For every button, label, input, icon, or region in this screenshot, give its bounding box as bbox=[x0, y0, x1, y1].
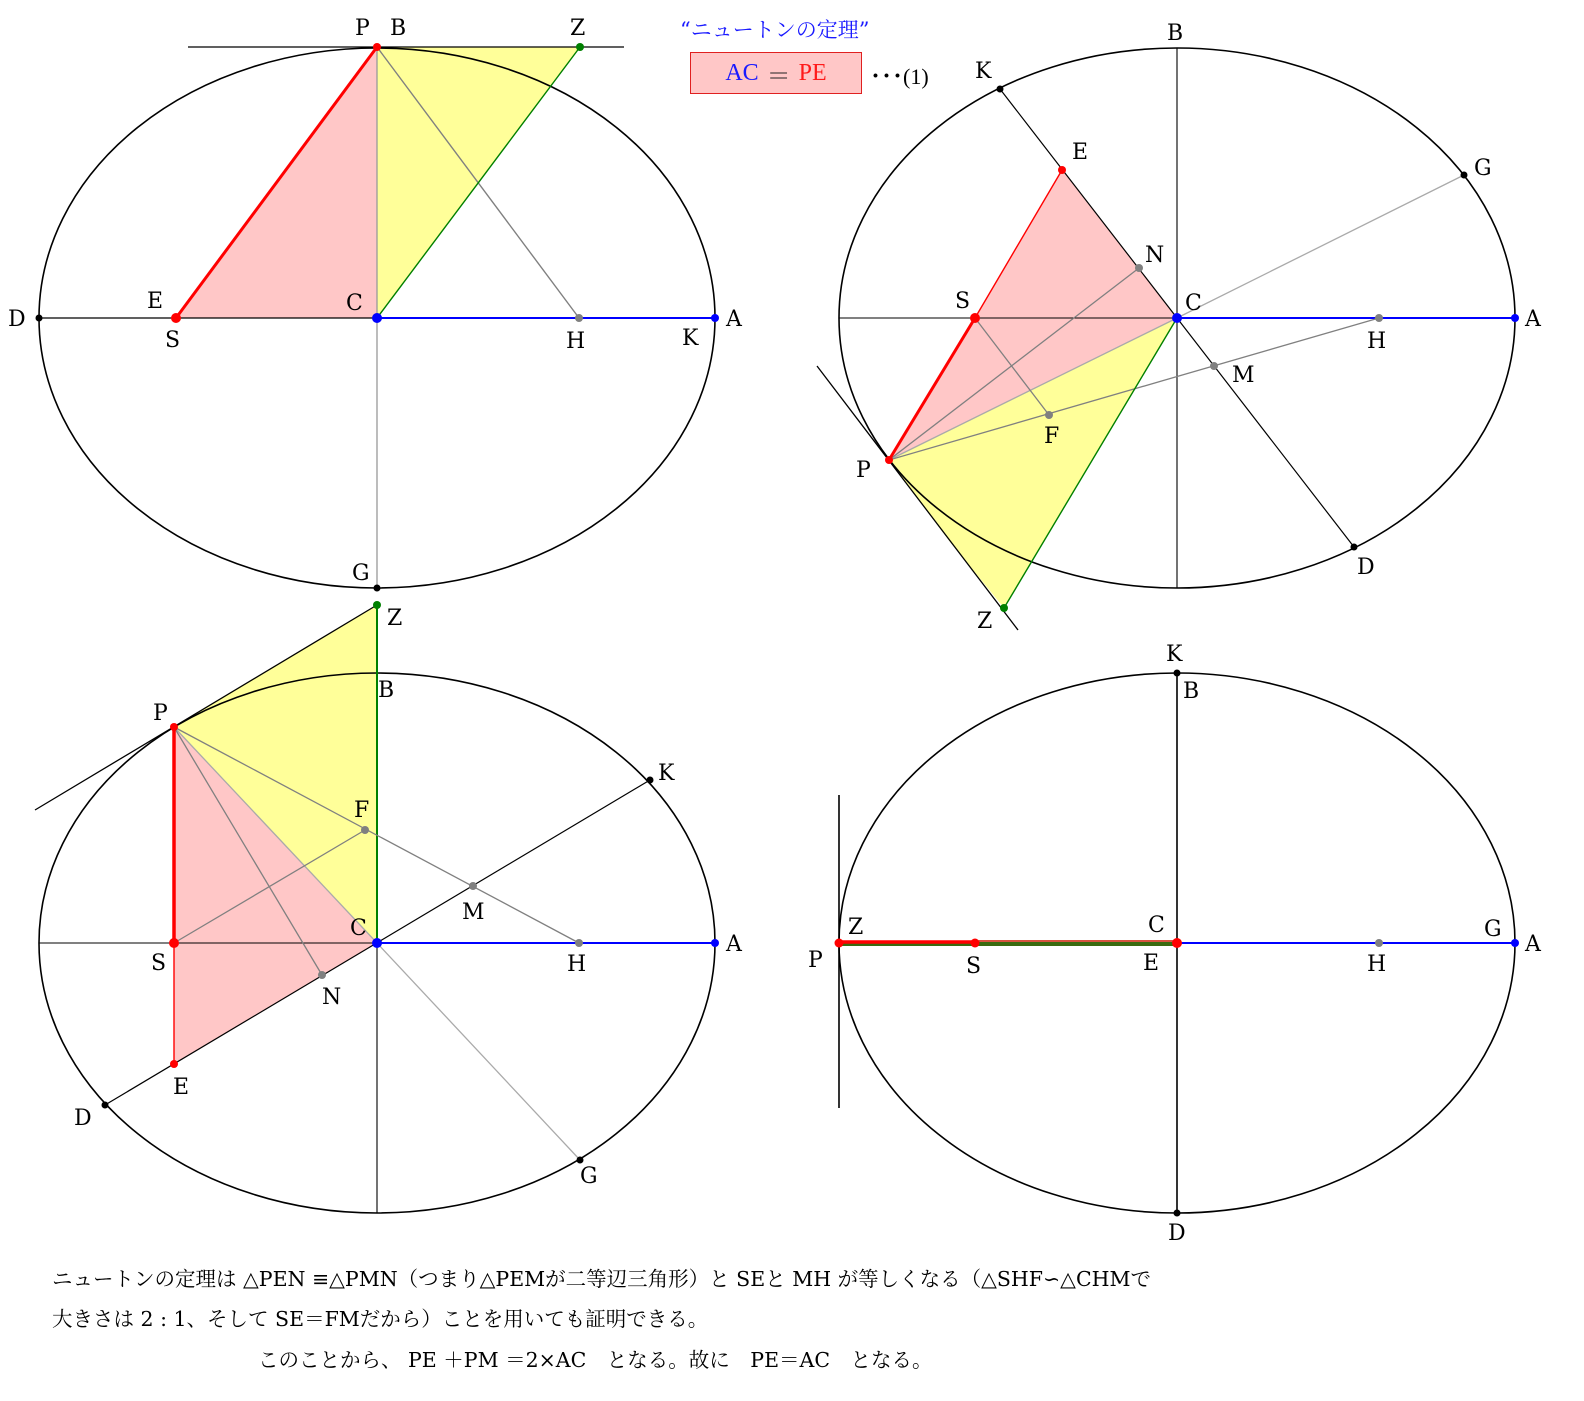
point-S bbox=[171, 313, 181, 323]
point-H bbox=[575, 314, 583, 322]
point-K bbox=[1174, 670, 1181, 677]
label-C: C bbox=[1185, 291, 1202, 316]
point-F bbox=[361, 826, 369, 834]
label-H: H bbox=[567, 952, 587, 977]
point-C bbox=[372, 313, 382, 323]
point-A bbox=[1511, 314, 1519, 322]
point-S bbox=[971, 939, 980, 948]
point-C bbox=[1172, 938, 1182, 948]
label-Z: Z bbox=[387, 606, 403, 631]
theorem-title: “ニュートンの定理” bbox=[680, 18, 870, 42]
point-D bbox=[1174, 1210, 1181, 1217]
point-G bbox=[374, 585, 381, 592]
label-E: E bbox=[1143, 951, 1160, 976]
point-H bbox=[1375, 314, 1383, 322]
label-K: K bbox=[658, 761, 675, 786]
panel-3 bbox=[35, 601, 743, 1213]
point-E bbox=[170, 1060, 178, 1068]
label-N: N bbox=[1145, 243, 1165, 268]
point-N bbox=[318, 971, 326, 979]
equation-ac: AC bbox=[725, 59, 759, 86]
label-P: P bbox=[355, 16, 370, 41]
label-K: K bbox=[1166, 642, 1183, 667]
label-F: F bbox=[1044, 424, 1060, 449]
point-Z bbox=[1000, 604, 1008, 612]
point-D bbox=[102, 1102, 109, 1109]
label-E: E bbox=[1072, 140, 1089, 165]
label-G: G bbox=[580, 1164, 598, 1189]
label-Z: Z bbox=[848, 915, 864, 940]
label-D: D bbox=[1168, 1221, 1186, 1246]
explanation-line-3: このことから、 PE ＋PM ＝2×AC となる。故に PE＝AC となる。 bbox=[258, 1348, 933, 1372]
point-S bbox=[970, 313, 980, 323]
panel-2 bbox=[817, 21, 1542, 634]
point-F bbox=[1045, 411, 1053, 419]
label-E: E bbox=[173, 1075, 190, 1100]
explanation-line-2: 大きさは 2 : 1、そして SE＝FMだから）ことを用いても証明できる。 bbox=[52, 1307, 709, 1331]
label-Z: Z bbox=[977, 609, 993, 634]
label-M: M bbox=[462, 900, 485, 925]
label-P: P bbox=[856, 458, 871, 483]
equation-equals: ＝ bbox=[766, 63, 791, 90]
explanation-line-1: ニュートンの定理は △PEN ≡△PMN（つまり△PEMが二等辺三角形）と SEと MH が等しくなる（△SHF∽△CHMで bbox=[52, 1267, 1152, 1291]
label-S: S bbox=[165, 328, 181, 353]
point-H bbox=[575, 939, 583, 947]
label-S: S bbox=[966, 954, 982, 979]
point-H bbox=[1375, 939, 1383, 947]
point-A bbox=[711, 939, 719, 947]
point-M bbox=[1210, 362, 1218, 370]
label-K: K bbox=[975, 59, 992, 84]
label-B: B bbox=[1167, 21, 1184, 46]
point-P bbox=[835, 939, 844, 948]
label-B: B bbox=[378, 678, 395, 703]
label-H: H bbox=[566, 329, 586, 354]
label-P: P bbox=[808, 948, 823, 973]
label-D: D bbox=[74, 1106, 92, 1131]
label-H: H bbox=[1367, 329, 1387, 354]
label-D: D bbox=[8, 307, 26, 332]
point-A bbox=[1511, 939, 1519, 947]
label-F: F bbox=[354, 798, 370, 823]
point-S bbox=[169, 938, 179, 948]
label-C: C bbox=[1148, 913, 1165, 938]
label-N: N bbox=[322, 985, 342, 1010]
point-G bbox=[577, 1157, 584, 1164]
point-C bbox=[1172, 313, 1182, 323]
label-E: E bbox=[147, 289, 164, 314]
equation-box bbox=[690, 52, 862, 94]
point-K bbox=[647, 777, 654, 784]
label-G: G bbox=[1484, 917, 1502, 942]
panel-4 bbox=[808, 642, 1542, 1246]
label-B: B bbox=[1183, 679, 1200, 704]
point-E bbox=[1058, 166, 1066, 174]
point-C bbox=[372, 938, 382, 948]
point-M bbox=[469, 882, 477, 890]
label-H: H bbox=[1367, 952, 1387, 977]
label-A: A bbox=[1525, 932, 1541, 957]
point-P bbox=[170, 723, 178, 731]
point-N bbox=[1135, 264, 1143, 272]
label-S: S bbox=[955, 289, 971, 314]
panel-1 bbox=[8, 16, 743, 592]
label-D: D bbox=[1357, 555, 1375, 580]
label-G: G bbox=[352, 561, 370, 586]
point-G bbox=[1461, 172, 1468, 179]
segment-CG bbox=[377, 943, 580, 1160]
label-G: G bbox=[1474, 156, 1492, 181]
label-B: B bbox=[390, 16, 407, 41]
label-A: A bbox=[726, 307, 742, 332]
point-A bbox=[711, 314, 719, 322]
equation-number: ･･･(1) bbox=[870, 64, 929, 89]
segment-CG bbox=[1177, 175, 1464, 318]
point-Z bbox=[373, 601, 381, 609]
label-P: P bbox=[153, 701, 168, 726]
label-A: A bbox=[726, 932, 742, 957]
label-M: M bbox=[1232, 363, 1255, 388]
point-D bbox=[36, 315, 43, 322]
point-Z bbox=[576, 43, 584, 51]
label-C: C bbox=[346, 291, 363, 316]
label-A: A bbox=[1525, 307, 1541, 332]
label-Z: Z bbox=[570, 16, 586, 41]
point-P bbox=[885, 456, 893, 464]
equation-pe: PE bbox=[798, 59, 827, 86]
point-P bbox=[373, 43, 381, 51]
label-C: C bbox=[350, 916, 367, 941]
label-S: S bbox=[151, 951, 167, 976]
point-K bbox=[997, 86, 1004, 93]
point-D bbox=[1351, 544, 1358, 551]
label-K: K bbox=[682, 326, 699, 351]
